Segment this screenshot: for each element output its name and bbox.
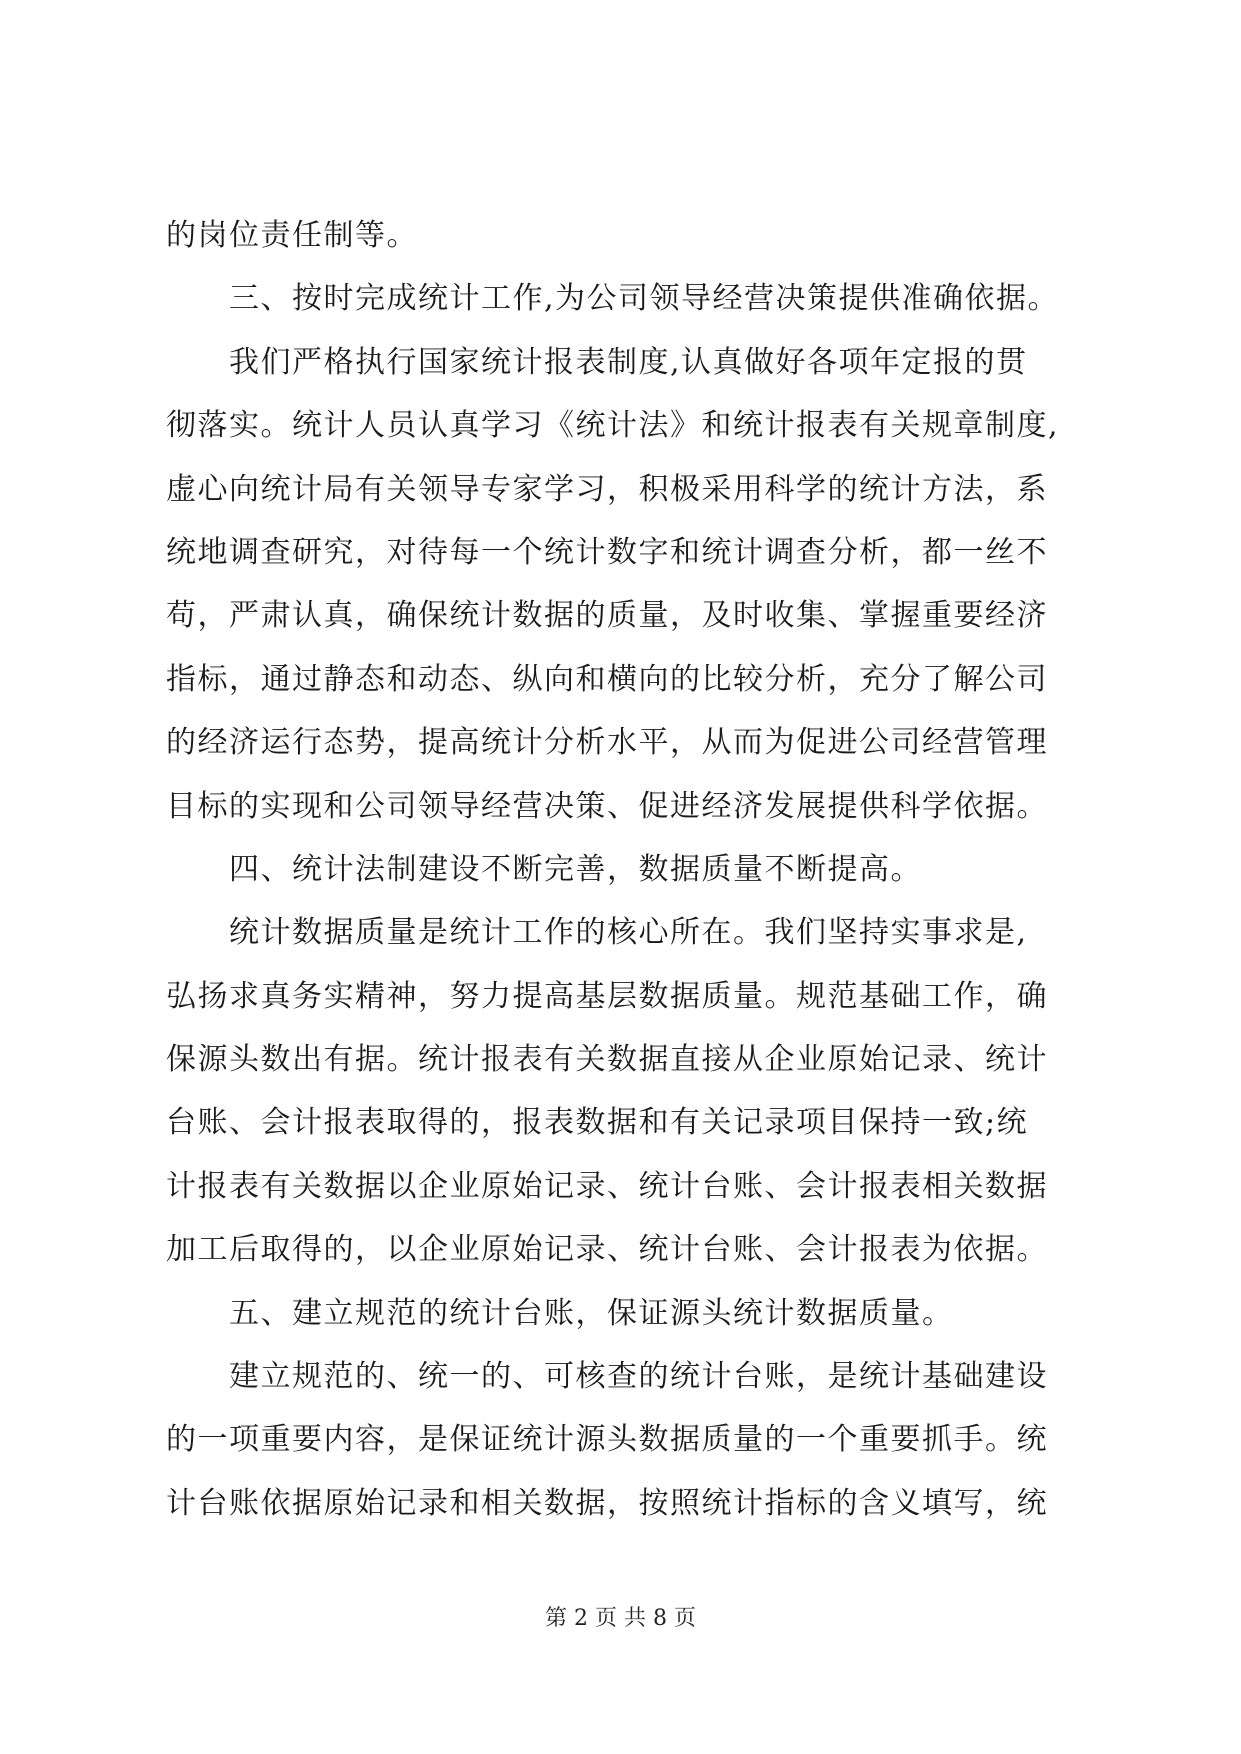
- text-line: 台账、会计报表取得的，报表数据和有关记录项目保持一致;统: [166, 1105, 1029, 1141]
- text-line: 统计数据质量是统计工作的核心所在。我们坚持实事求是,: [229, 915, 1028, 951]
- text-line: 指标，通过静态和动态、纵向和横向的比较分析，充分了解公司: [166, 661, 1048, 697]
- text-line: 四、统计法制建设不断完善，数据质量不断提高。: [229, 851, 922, 887]
- text-line: 苟，严肃认真，确保统计数据的质量，及时收集、掌握重要经济: [166, 598, 1048, 634]
- text-line: 弘扬求真务实精神，努力提高基层数据质量。规范基础工作，确: [166, 978, 1048, 1014]
- text-line: 的岗位责任制等。: [166, 218, 418, 253]
- text-line: 五、建立规范的统计台账，保证源头统计数据质量。: [229, 1295, 954, 1331]
- text-line: 的一项重要内容，是保证统计源头数据质量的一个重要抓手。统: [166, 1422, 1048, 1458]
- text-line: 保源头数出有据。统计报表有关数据直接从企业原始记录、统计: [166, 1042, 1048, 1078]
- text-line: 计台账依据原始记录和相关数据，按照统计指标的含义填写，统: [166, 1485, 1048, 1521]
- text-line: 建立规范的、统一的、可核查的统计台账，是统计基础建设: [229, 1359, 1048, 1395]
- text-line: 虚心向统计局有关领导专家学习，积极采用科学的统计方法，系: [166, 471, 1048, 507]
- text-line: 目标的实现和公司领导经营决策、促进经济发展提供科学依据。: [166, 788, 1048, 824]
- text-line: 的经济运行态势，提高统计分析水平，从而为促进公司经营管理: [166, 725, 1048, 761]
- text-line: 计报表有关数据以企业原始记录、统计台账、会计报表相关数据: [166, 1168, 1048, 1204]
- text-line: 统地调查研究，对待每一个统计数字和统计调查分析，都一丝不: [166, 534, 1048, 570]
- text-line: 加工后取得的，以企业原始记录、统计台账、会计报表为依据。: [166, 1232, 1048, 1268]
- text-line: 彻落实。统计人员认真学习《统计法》和统计报表有关规章制度,: [166, 408, 1060, 444]
- text-line: 三、按时完成统计工作,为公司领导经营决策提供准确依据。: [229, 281, 1060, 317]
- page-footer: 第 2 页 共 8 页: [545, 1606, 696, 1631]
- document-body: [166, 204, 1078, 1535]
- text-line: 我们严格执行国家统计报表制度,认真做好各项年定报的贯: [229, 344, 1028, 380]
